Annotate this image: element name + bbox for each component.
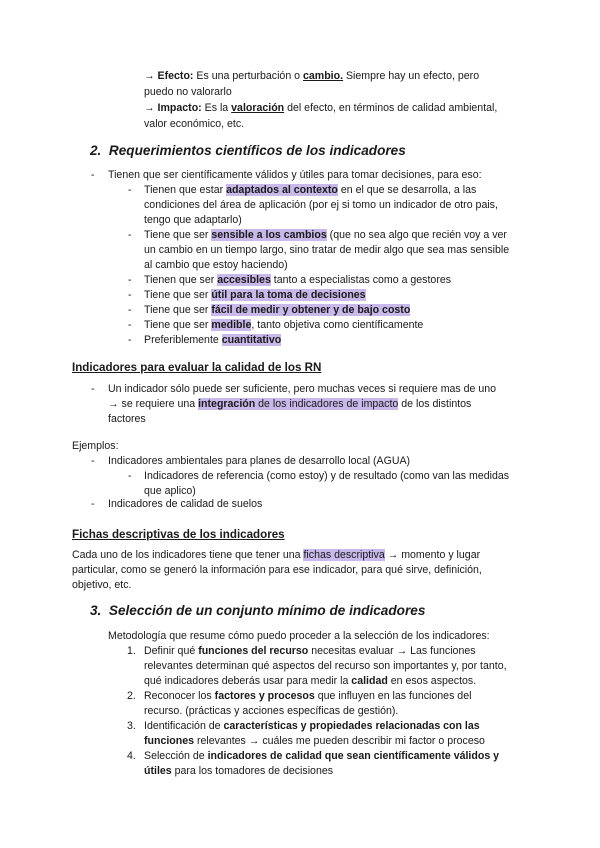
req-item-2-line-3: al cambio que estoy haciendo) (144, 259, 288, 271)
ejemplos-label: Ejemplos: (72, 440, 119, 452)
req-item-2: Tiene que ser sensible a los cambios (que no sea algo que recién voy a ver (144, 229, 507, 241)
step-4-line-2: útiles para los tomadores de decisiones (144, 765, 334, 777)
req-item-2-line-2: un cambio en un tiempo largo, sino tratar de medir algo que sea mas sensible (144, 244, 510, 256)
bullet-dash: - (91, 498, 95, 510)
section-3-heading: 3. Selección de un conjunto mínimo de indicadores (90, 603, 426, 618)
impacto-line-2: valor económico, etc. (144, 118, 245, 130)
step-number: 4. (127, 750, 136, 762)
ejemplo-sub-1-line-2: que aplico) (144, 485, 196, 497)
indicadores-rn-line-2: → se requiere una integración de los indicadores de impacto de los distintos (108, 398, 472, 410)
step-1-line-3: qué indicadores deberás usar para medir la calidad en esos aspectos. (144, 675, 477, 687)
step-1: Definir qué funciones del recurso necesitas evaluar → Las funciones (144, 645, 476, 657)
bullet-dash: - (128, 319, 132, 331)
req-item-7: Preferiblemente cuantitativo (144, 334, 282, 346)
efecto-line-2: puedo no valorarlo (144, 86, 232, 98)
bullet-dash: - (91, 383, 95, 395)
req-item-4: Tiene que ser útil para la toma de decisiones (144, 289, 366, 301)
impacto-line: → Impacto: Es la valoración del efecto, en términos de calidad ambiental, (144, 102, 498, 114)
step-1-line-2: relevantes determinan qué aspectos del recurso son importantes y, por tanto, (144, 660, 507, 672)
section-2-heading: 2. Requerimientos científicos de los indicadores (90, 143, 406, 158)
fichas-line-1: Cada uno de los indicadores tiene que tener una fichas descriptiva → momento y lugar (72, 549, 481, 561)
step-3: Identificación de características y propiedades relacionadas con las (144, 720, 480, 732)
step-2-line-2: recurso. (prácticas y acciones específicas de gestión). (144, 705, 399, 717)
fichas-heading: Fichas descriptivas de los indicadores (72, 528, 285, 541)
bullet-dash: - (91, 455, 95, 467)
step-4: Selección de indicadores de calidad que sean científicamente válidos y (144, 750, 500, 762)
fichas-line-3: objetivo, etc. (72, 579, 132, 591)
indicadores-rn-line-3: factores (108, 413, 146, 425)
efecto-line: → Efecto: Es una perturbación o cambio. Siempre hay un efecto, pero (144, 70, 480, 82)
fichas-line-2: particular, como se generó la información para ese indicador, para qué sirve, definición, (72, 564, 482, 576)
bullet-dash: - (128, 274, 132, 286)
bullet-dash: - (128, 184, 132, 196)
section-3-lead: Metodología que resume cómo puedo proceder a la selección de los indicadores: (108, 630, 490, 642)
bullet-dash: - (128, 334, 132, 346)
ejemplo-item-1: Indicadores ambientales para planes de desarrollo local (AGUA) (108, 455, 411, 467)
req-item-1-line-2: condiciones del área de aplicación (por ej si tomo un indicador de otro pais, (144, 199, 498, 211)
req-item-6: Tiene que ser medible, tanto objetiva como científicamente (144, 319, 424, 331)
indicadores-rn-heading: Indicadores para evaluar la calidad de los RN (72, 361, 322, 374)
bullet-dash: - (91, 169, 95, 181)
bullet-dash: - (128, 470, 132, 482)
step-3-line-2: funciones relevantes → cuáles me pueden describir mi factor o proceso (144, 735, 485, 747)
step-number: 3. (127, 720, 136, 732)
ejemplo-item-2: Indicadores de calidad de suelos (108, 498, 263, 510)
req-item-1: Tienen que estar adaptados al contexto en el que se desarrolla, a las (144, 184, 477, 196)
req-item-3: Tienen que ser accesibles tanto a especialistas como a gestores (144, 274, 452, 286)
bullet-dash: - (128, 289, 132, 301)
bullet-dash: - (128, 229, 132, 241)
step-number: 2. (127, 690, 136, 702)
indicadores-rn-line-1: Un indicador sólo puede ser suficiente, pero muchas veces si requiere mas de uno (108, 383, 497, 395)
ejemplo-sub-1: Indicadores de referencia (como estoy) y de resultado (como van las medidas (144, 470, 510, 482)
req-item-5: Tiene que ser fácil de medir y obtener y de bajo costo (144, 304, 411, 316)
step-number: 1. (127, 645, 136, 657)
bullet-dash: - (128, 304, 132, 316)
section-2-lead: Tienen que ser científicamente válidos y útiles para tomar decisiones, para eso: (108, 169, 482, 181)
req-item-1-line-3: tengo que adaptarlo) (144, 214, 242, 226)
step-2: Reconocer los factores y procesos que influyen en las funciones del (144, 690, 472, 702)
